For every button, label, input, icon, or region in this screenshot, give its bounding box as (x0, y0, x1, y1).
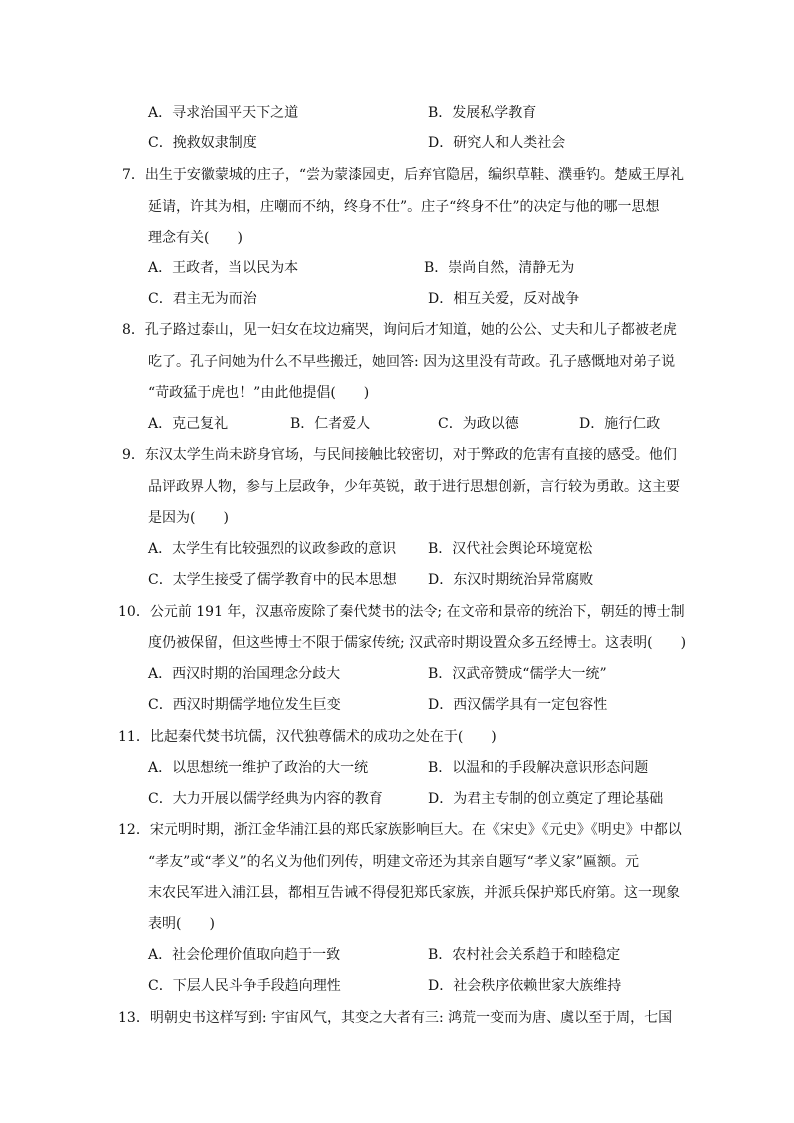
q6-option-b: B．发展私学教育 (428, 105, 537, 121)
q12-option-c: C．下层人民斗争手段趋向理性 (148, 978, 341, 994)
q12-option-a: A．社会伦理价值取向趋于一致 (148, 947, 341, 963)
q6-option-a: A．寻求治国平天下之道 (148, 105, 299, 121)
q11-option-a: A．以思想统一维护了政治的大一统 (148, 760, 369, 776)
q9-stem-line-2: 品评政界人物，参与上层政争，少年英锐，敢于进行思想创新，言行较为勇敢。这主要 (148, 479, 680, 495)
q9-stem-line-1: 9．东汉太学生尚未跻身官场，与民间接触比较密切，对于弊政的危害有直接的感受。他们 (122, 447, 677, 463)
q9-option-c: C．太学生接受了儒学教育中的民本思想 (148, 572, 397, 588)
q11-option-d: D．为君主专制的创立奠定了理论基础 (428, 791, 664, 807)
q9-option-d: D．东汉时期统治异常腐败 (428, 572, 594, 588)
q7-stem-line-1: 7．出生于安徽蒙城的庄子，“尝为蒙漆园吏，后弃官隐居，编织草鞋、濮垂钓。楚威王厚礼 (122, 167, 685, 183)
q9-stem-line-3: 是因为( ) (148, 510, 229, 526)
q10-option-b: B．汉武帝赞成“儒学大一统” (428, 666, 607, 682)
q8-stem-line-1: 8．孔子路过泰山，见一妇女在坟边痛哭，询问后才知道，她的公公、丈夫和儿子都被老虎 (122, 322, 677, 338)
q12-option-d: D．社会秩序依赖世家大族维持 (428, 978, 622, 994)
q8-option-a: A．克己复礼 (148, 416, 229, 432)
q6-option-d: D．研究人和人类社会 (428, 135, 566, 151)
q10-option-c: C．西汉时期儒学地位发生巨变 (148, 697, 341, 713)
q8-stem-line-3: “苛政猛于虎也！”由此他提倡( ) (148, 385, 370, 401)
q9-option-a: A．太学生有比较强烈的议政参政的意识 (148, 541, 397, 557)
q10-stem-line-2: 度仍被保留，但这些博士不限于儒家传统; 汉武帝时期设置众多五经博士。这表明( ) (148, 635, 687, 651)
q7-option-a: A．王政者，当以民为本 (148, 260, 299, 276)
q10-option-d: D．西汉儒学具有一定包容性 (428, 697, 608, 713)
q7-option-c: C．君主无为而治 (148, 291, 257, 307)
q9-option-b: B．汉代社会舆论环境宽松 (428, 541, 593, 557)
q7-option-d: D．相互关爱，反对战争 (428, 291, 580, 307)
q10-stem-line-1: 10．公元前 191 年，汉惠帝废除了秦代焚书的法令; 在文帝和景帝的统治下，朝廷的博士制 (118, 604, 685, 620)
q7-stem-line-3: 理念有关( ) (148, 230, 243, 246)
q8-option-b: B．仁者爱人 (290, 416, 371, 432)
q7-stem-line-2: 延请，许其为相，庄嘲而不纳，终身不仕”。庄子“终身不仕”的决定与他的哪一思想 (148, 199, 660, 215)
q12-stem-line-3: 末农民军进入浦江县，都相互告诫不得侵犯郑氏家族，并派兵保护郑氏府第。这一现象 (148, 885, 680, 901)
q6-option-c: C．挽救奴隶制度 (148, 135, 257, 151)
q10-option-a: A．西汉时期的治国理念分歧大 (148, 666, 341, 682)
q7-option-b: B．崇尚自然，清静无为 (424, 260, 575, 276)
q12-stem-line-2: “孝友”或“孝义”的名义为他们列传，明建文帝还为其亲自题写“孝义家”匾额。元 (148, 854, 639, 870)
q11-option-b: B．以温和的手段解决意识形态问题 (428, 760, 649, 776)
q8-option-c: C．为政以德 (438, 416, 519, 432)
q8-stem-line-2: 吃了。孔子问她为什么不早些搬迁，她回答: 因为这里没有苛政。孔子感慨地对弟子说 (148, 354, 676, 370)
q13-stem-line-1: 13．明朝史书这样写到: 宇宙风气，其变之大者有三: 鸿荒一变而为唐、虞以至于周，七国 (118, 1010, 673, 1026)
q11-option-c: C．大力开展以儒学经典为内容的教育 (148, 791, 383, 807)
q11-stem-line-1: 11．比起秦代焚书坑儒，汉代独尊儒术的成功之处在于( ) (118, 729, 497, 745)
q12-stem-line-4: 表明( ) (148, 916, 215, 932)
q8-option-d: D．施行仁政 (579, 416, 661, 432)
q12-option-b: B．农村社会关系趋于和睦稳定 (428, 947, 621, 963)
q12-stem-line-1: 12．宋元明时期，浙江金华浦江县的郑氏家族影响巨大。在《宋史》《元史》《明史》中都以 (118, 822, 682, 838)
